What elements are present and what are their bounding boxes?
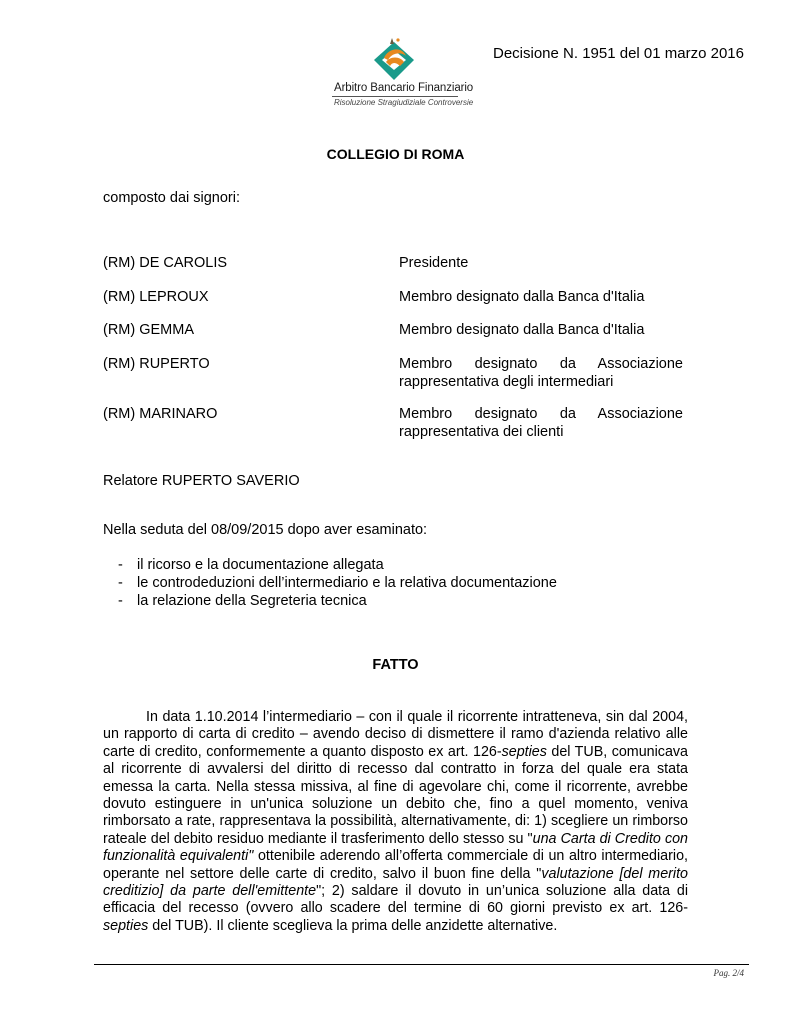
- abf-logo: [328, 36, 478, 116]
- abf-logo-icon: [366, 36, 422, 84]
- member-name: (RM) GEMMA: [103, 322, 195, 338]
- logo-subtitle: Risoluzione Stragiudiziale Controversie: [334, 98, 474, 107]
- fatto-text: In data 1.10.2014 l’intermediario – con il quale il ricorrente intratteneva, sin dal 2004, un rapporto di carta di credito – avendo deciso di dismettere il ramo d'azienda relativo alle carte di credito, conformemente a quanto disposto ex art. 126-: [103, 709, 688, 760]
- bullet-dash: -: [118, 557, 123, 573]
- member-role: Membro designato dalla Banca d'Italia: [399, 289, 645, 305]
- member-role-line1: Membro designato da Associazione: [399, 406, 683, 422]
- fatto-italic: septies: [501, 743, 547, 760]
- fatto-paragraph: [103, 709, 688, 935]
- fatto-heading: FATTO: [372, 657, 419, 673]
- member-role-line2: rappresentativa degli intermediari: [399, 374, 614, 390]
- seduta-line: Nella seduta del 08/09/2015 dopo aver esaminato:: [103, 522, 428, 538]
- list-item-text: le controdeduzioni dell’intermediario e la relativa documentazione: [137, 575, 557, 591]
- member-name: (RM) MARINARO: [103, 406, 218, 422]
- list-item: [118, 556, 557, 574]
- fatto-text: ottenibile aderendo all’offerta commerciale di un altro intermediario, operante nel settore delle carte di credito, salvo il buon fine della ": [103, 848, 688, 882]
- reviewed-documents-list: [118, 556, 557, 610]
- page-number: Pag. 2/4: [713, 968, 744, 978]
- member-name: (RM) DE CAROLIS: [103, 255, 228, 271]
- bullet-dash: -: [118, 593, 123, 609]
- logo-name: Arbitro Bancario Finanziario: [334, 82, 474, 94]
- list-item-text: la relazione della Segreteria tecnica: [137, 593, 367, 609]
- logo-divider: [332, 96, 458, 97]
- member-name: (RM) LEPROUX: [103, 289, 209, 305]
- fatto-italic: septies: [103, 917, 149, 934]
- member-role: Membro designato dalla Banca d'Italia: [399, 322, 645, 338]
- fatto-text: "; 2) saldare il dovuto in un’unica soluzione alla data di efficacia del recesso (ovvero allo scadere del termine di 60 giorni previsto ex art. 126-: [103, 883, 688, 917]
- member-name: (RM) RUPERTO: [103, 356, 210, 372]
- list-item: [118, 592, 557, 610]
- member-role-line1: Membro designato da Associazione: [399, 356, 683, 372]
- fatto-text: del TUB). Il cliente sceglieva la prima delle anzidette alternative.: [148, 917, 558, 934]
- composto-label: composto dai signori:: [103, 190, 241, 206]
- list-item: [118, 574, 557, 592]
- decision-title: Decisione N. 1951 del 01 marzo 2016: [493, 45, 744, 62]
- fatto-italic: una Carta di Credito con funzionalità equivalenti": [103, 830, 688, 865]
- bullet-dash: -: [118, 575, 123, 591]
- relatore-line: Relatore RUPERTO SAVERIO: [103, 473, 300, 489]
- member-role-line2: rappresentativa dei clienti: [399, 424, 564, 440]
- fatto-text: del TUB, comunicava al ricorrente di avvalersi del diritto di recesso dal contratto in forza del quale era stata emessa la carta. Nella stessa missiva, al fine di agevolare chi, come il ricorrente, avrebbe dovuto estinguere in un'unica soluzione un debito che, fino a quel momento, veniva rimborsato a rate, rappresentava la possibilità, alternativamente, di: 1) scegliere un rimborso rateale del debito residuo mediante il trasferimento dello stesso su ": [103, 743, 688, 847]
- member-role: Presidente: [399, 255, 469, 271]
- footer-divider: [94, 964, 749, 965]
- collegio-heading: COLLEGIO DI ROMA: [326, 146, 465, 162]
- list-item-text: il ricorso e la documentazione allegata: [137, 557, 384, 573]
- fatto-italic: valutazione [del merito creditizio] da parte dell'emittente: [103, 865, 689, 900]
